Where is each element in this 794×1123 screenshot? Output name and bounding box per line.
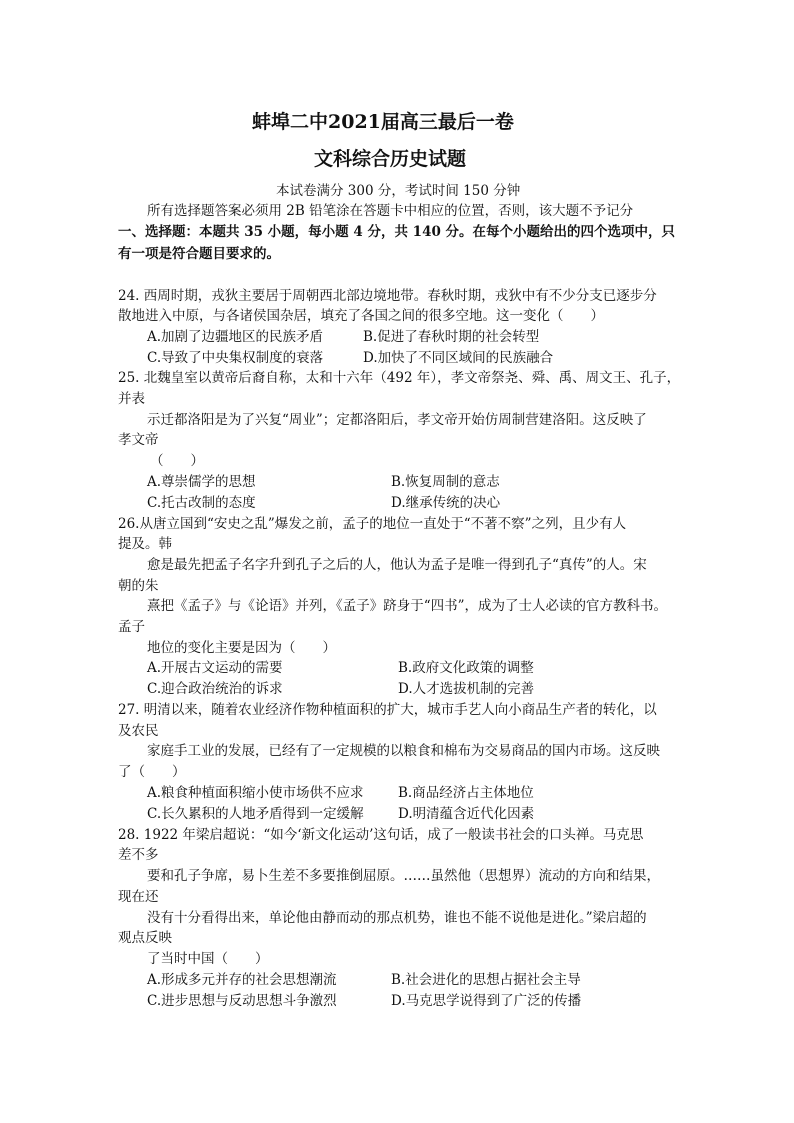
question-25-option-a: A.尊崇儒学的思想: [147, 474, 256, 490]
question-25-stem-line4: 孝文帝: [118, 432, 159, 448]
question-27-option-c: C.长久累积的人地矛盾得到一定缓解: [147, 806, 364, 822]
exam-info: 本试卷满分 300 分，考试时间 150 分钟: [276, 183, 521, 199]
question-26-option-a: A.开展古文运动的需要: [147, 660, 283, 676]
question-28-option-a: A.形成多元并存的社会思想潮流: [147, 972, 337, 988]
question-28-option-d: D.马克思学说得到了广泛的传播: [391, 993, 582, 1009]
question-28-stem-line6: 观点反映: [118, 930, 172, 946]
question-26-stem-line7: 地位的变化主要是因为（ ）: [147, 640, 336, 656]
question-26-stem-line3: 愈是最先把孟子名字升到孔子之后的人，他认为孟子是唯一得到孔子“真传”的人。宋: [147, 557, 647, 573]
question-25-stem-line3: 示迁都洛阳是为了兴复“周业”；定都洛阳后，孝文帝开始仿周制营建洛阳。这反映了: [147, 412, 647, 428]
question-27-option-d: D.明清蕴含近代化因素: [398, 806, 535, 822]
question-24-option-d: D.加快了不同区域间的民族融合: [363, 350, 554, 366]
question-24-option-c: C.导致了中央集权制度的衰落: [147, 350, 324, 366]
question-26-stem-line6: 孟子: [118, 619, 145, 635]
exam-title: 蚌埠二中2021届高三最后一卷: [252, 111, 514, 133]
question-26-stem-line5: 熹把《孟子》与《论语》并列，《孟子》跻身于“四书”，成为了士人必读的官方教科书。: [147, 598, 668, 614]
question-25-option-b: B.恢复周制的意志: [391, 474, 500, 490]
question-24-option-b: B.促进了春秋时期的社会转型: [363, 329, 540, 345]
question-28-stem-line2: 差不多: [118, 847, 159, 863]
question-27-option-b: B.商品经济占主体地位: [398, 785, 534, 801]
question-24-option-a: A.加剧了边疆地区的民族矛盾: [147, 329, 324, 345]
question-28-stem-line3: 要和孔子争席，易卜生差不多要推倒屈原。……虽然他（思想界）流动的方向和结果，: [147, 868, 660, 884]
question-26-stem-line4: 朝的朱: [118, 578, 159, 594]
exam-notice: 所有选择题答案必须用 2B 铅笔涂在答题卡中相应的位置，否则，该大题不予记分: [147, 203, 634, 219]
question-26-option-b: B.政府文化政策的调整: [398, 660, 534, 676]
question-28-stem-line4: 现在还: [118, 889, 159, 905]
question-28-stem-line7: 了当时中国（ ）: [147, 951, 269, 967]
question-28-stem-line5: 没有十分看得出来，单论他由静而动的那点机势，谁也不能不说他是进化。”梁启超的: [147, 910, 647, 926]
exam-subtitle: 文科综合历史试题: [314, 148, 467, 170]
section-heading-line2: 有一项是符合题目要求的。: [118, 246, 280, 262]
question-28-option-b: B.社会进化的思想占据社会主导: [391, 972, 581, 988]
question-26-stem-line2: 提及。韩: [118, 536, 172, 552]
question-25-answer-blank: （ ）: [150, 453, 204, 469]
question-24-stem-line1: 24. 西周时期，戎狄主要居于周朝西北部边境地带。春秋时期，戎狄中有不少分支已逐步分: [118, 288, 657, 304]
question-26-option-d: D.人才选拔机制的完善: [398, 681, 535, 697]
question-28-stem-line1: 28. 1922 年梁启超说：“如今‘新文化运动’这句话，成了一般读书社会的口头禅。马克思: [118, 827, 644, 843]
question-27-stem-line1: 27. 明清以来，随着农业经济作物种植面积的扩大，城市手艺人向小商品生产者的转化，以: [118, 702, 657, 718]
question-26-option-c: C.迎合政治统治的诉求: [147, 681, 283, 697]
question-27-option-a: A.粮食种植面积缩小使市场供不应求: [147, 785, 364, 801]
section-heading-line1: 一、选择题：本题共 35 小题，每小题 4 分，共 140 分。在每个小题给出的四个选项中，只: [118, 224, 676, 240]
question-24-stem-line2: 散地进入中原，与各诸侯国杂居，填充了各国之间的很多空地。这一变化（ ）: [118, 308, 604, 324]
question-25-option-c: C.托古改制的态度: [147, 495, 256, 511]
question-27-stem-line2: 及农民: [118, 723, 159, 739]
question-27-stem-line3: 家庭手工业的发展，已经有了一定规模的以粮食和棉布为交易商品的国内市场。这反映: [147, 743, 660, 759]
question-27-stem-line4: 了（ ）: [118, 764, 186, 780]
question-28-option-c: C.进步思想与反动思想斗争激烈: [147, 993, 337, 1009]
question-25-stem-line2: 并表: [118, 391, 145, 407]
question-26-stem-line1: 26.从唐立国到“安史之乱”爆发之前，孟子的地位一直处于“不著不察”之列，且少有人: [118, 516, 627, 532]
question-25-option-d: D.继承传统的决心: [391, 495, 501, 511]
question-25-stem-line1: 25. 北魏皇室以黄帝后裔自称，太和十六年（492 年），孝文帝祭尧、舜、禹、周文王、孔子，: [118, 370, 681, 386]
